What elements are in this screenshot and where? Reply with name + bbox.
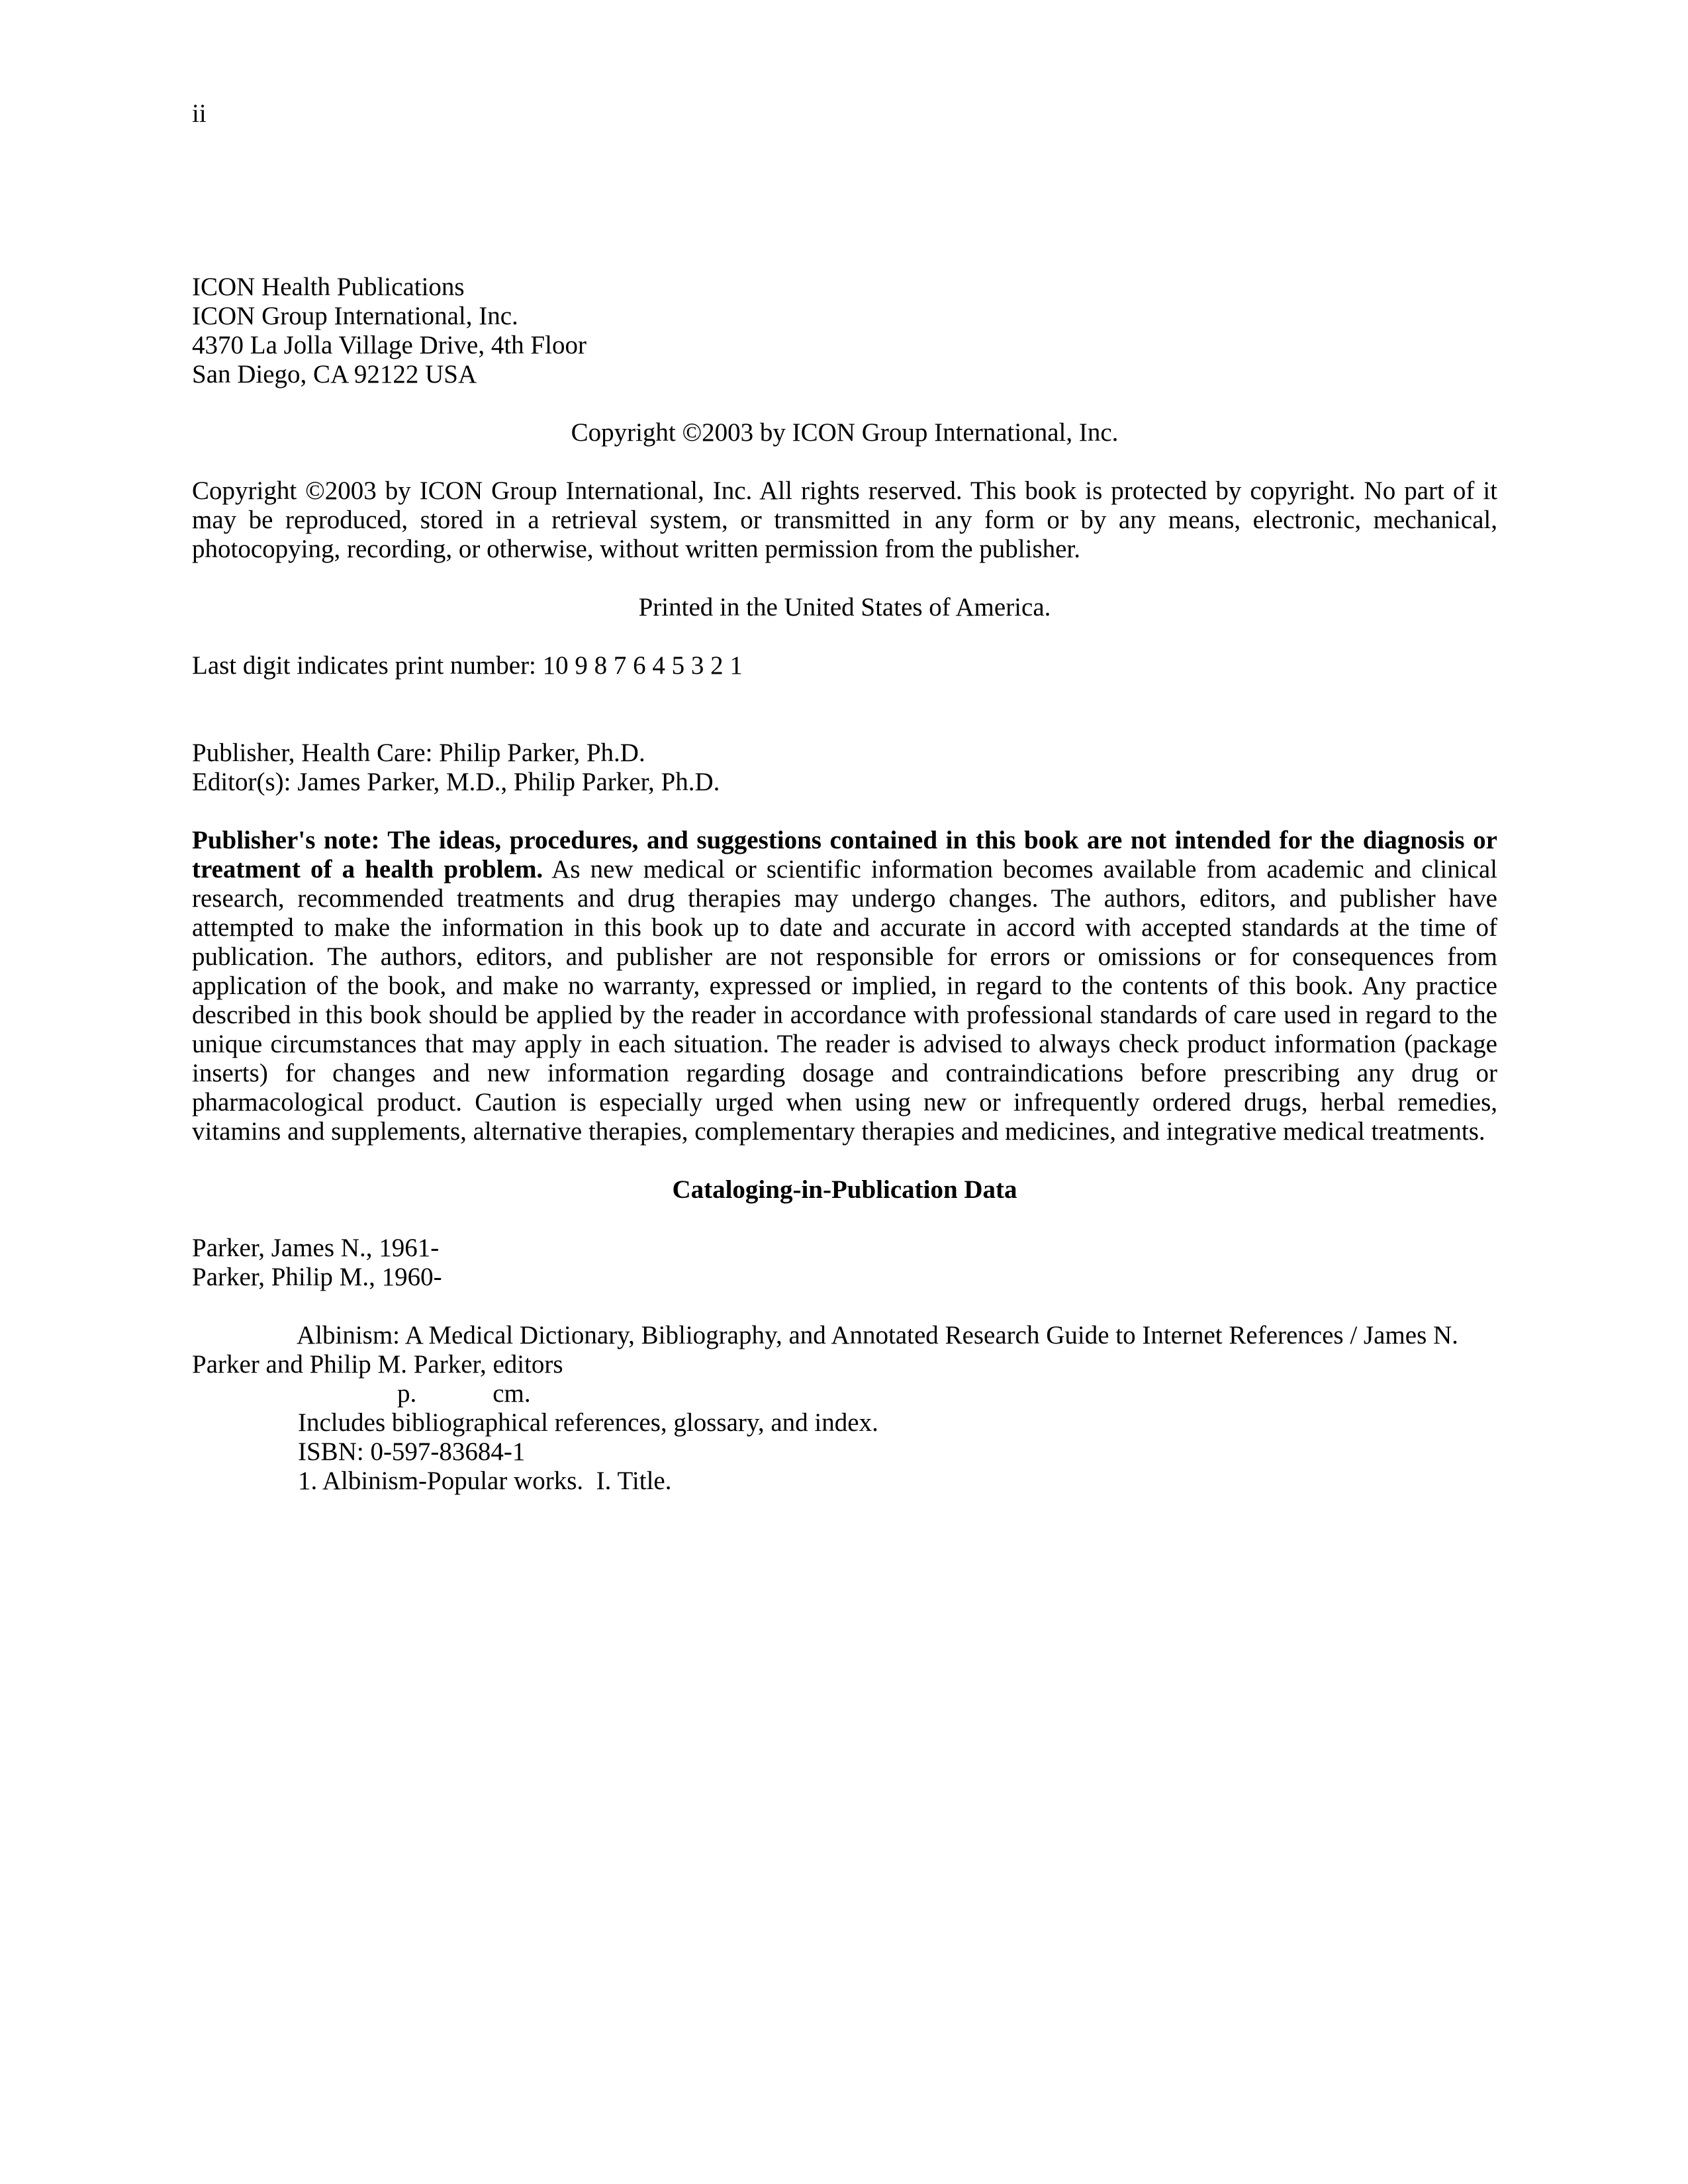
catalog-size: cm.	[492, 1379, 531, 1408]
publishers-note-bold-lead: Publisher's note: The ideas, procedures, and suggestions contained in this book are not intended for the diagnosis or treatment of a health problem.	[192, 826, 1497, 884]
print-number-line: Last digit indicates print number: 10 9 8 7 6 4 5 3 2 1	[192, 651, 743, 680]
publisher-credit-line: Publisher, Health Care: Philip Parker, Ph.D.	[192, 739, 645, 767]
publishers-note-paragraph	[192, 826, 1497, 1146]
address-line: ICON Group International, Inc.	[192, 302, 518, 330]
address-line: San Diego, CA 92122 USA	[192, 360, 477, 388]
address-line: 4370 La Jolla Village Drive, 4th Floor	[192, 331, 586, 359]
printed-in-line: Printed in the United States of America.	[638, 593, 1051, 621]
copyright-paragraph: Copyright ©2003 by ICON Group International, Inc. All rights reserved. This book is protected by copyright. No part of it may be reproduced, stored in a retrieval system, or transmitted in any form or by any means, electronic, mechanical, photocopying, recording, or otherwise, without written permission from the publisher.	[192, 477, 1497, 563]
author-line: Parker, James N., 1961-	[192, 1234, 440, 1262]
catalog-subject-line: 1. Albinism-Popular works. I. Title.	[298, 1467, 672, 1495]
page-number: ii	[192, 99, 207, 128]
catalog-authors-block	[192, 1234, 1497, 1292]
publishers-note-body: As new medical or scientific information becomes available from academic and clinical research, recommended treatments and drug therapies may undergo changes. The authors, editors, and publisher have attempted to make the information in this book up to date and accurate in accord with accepted standards at the time of publication. The authors, editors, and publisher are not responsible for errors or omissions or for consequences from application of the book, and make no warranty, expressed or implied, in regard to the contents of this book. Any practice described in this book should be applied by the reader in accordance with professional standards of care used in regard to the unique circumstances that may apply in each situation. The reader is advised to always check product information (package inserts) for changes and new information regarding dosage and contraindications before prescribing any drug or pharmacological product. Caution is especially urged when using new or infrequently ordered drugs, herbal remedies, vitamins and supplements, alternative therapies, complementary therapies and medicines, and integrative medical treatments.	[192, 855, 1497, 1146]
author-line: Parker, Philip M., 1960-	[192, 1263, 442, 1291]
catalog-title-citation: Albinism: A Medical Dictionary, Bibliography, and Annotated Research Guide to Internet References / James N. Parker and Philip M. Parker, editors	[192, 1321, 1458, 1379]
address-line: ICON Health Publications	[192, 273, 465, 301]
publisher-address-block	[192, 273, 1497, 389]
cataloging-heading: Cataloging-in-Publication Data	[672, 1175, 1017, 1204]
catalog-collation-line	[192, 1379, 1497, 1408]
editor-credit-line: Editor(s): James Parker, M.D., Philip Parker, Ph.D.	[192, 768, 720, 796]
copyright-line: Copyright ©2003 by ICON Group International, Inc.	[571, 418, 1119, 447]
credits-block	[192, 739, 1497, 797]
catalog-isbn-line: ISBN: 0-597-83684-1	[298, 1437, 526, 1466]
catalog-includes-line: Includes bibliographical references, glossary, and index.	[298, 1408, 878, 1437]
catalog-pagination: p.	[397, 1379, 417, 1408]
